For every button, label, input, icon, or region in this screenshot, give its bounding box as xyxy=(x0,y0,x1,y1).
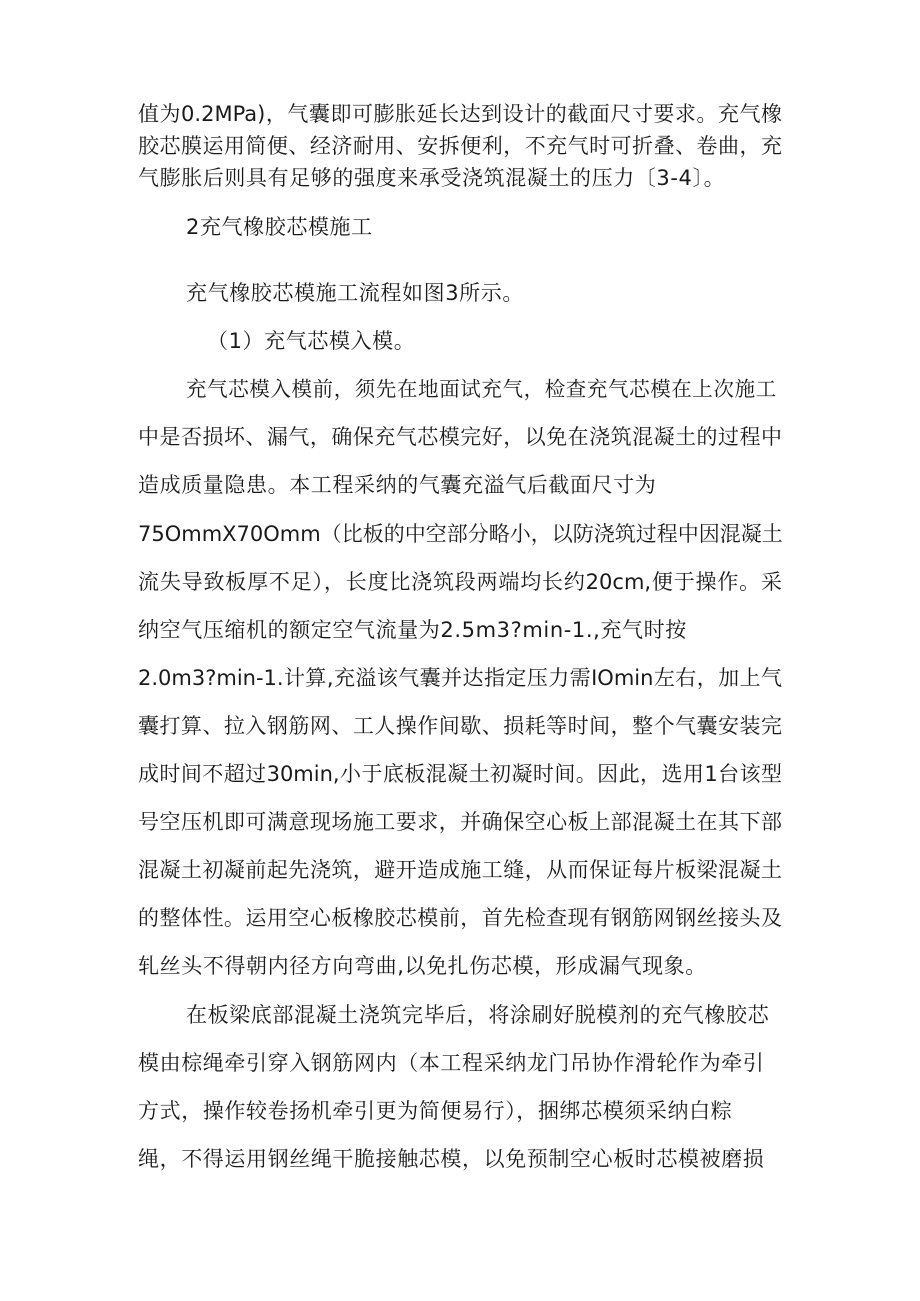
text-line: 胶芯膜运用简便、经济耐用、安拆便利，不充气时可折叠、卷曲，充 xyxy=(138,134,782,158)
text-line: 2.0m3?min-1.计算,充溢该气囊并达指定压力需IOmin左右，加上气 xyxy=(138,666,782,690)
text-line: 充气芯模入模前，须先在地面试充气，检查充气芯模在上次施工 xyxy=(186,377,777,401)
text-line: 75OmmX70Omm（比板的中空部分略小，以防浇筑过程中因混凝土 xyxy=(138,522,783,546)
text-line: 混凝土初凝前起先浇筑，避开造成施工缝，从而保证每片板梁混凝土 xyxy=(138,858,782,882)
text-line: 号空压机即可满意现场施工要求，并确保空心板上部混凝土在其下部 xyxy=(138,810,782,834)
text-line: 中是否损坏、漏气，确保充气芯模完好，以免在浇筑混凝土的过程中 xyxy=(138,425,782,449)
text-line: 气膨胀后则具有足够的强度来承受浇筑混凝土的压力〔3-4〕。 xyxy=(138,166,726,190)
text-line: 造成质量隐患。本工程采纳的气囊充溢气后截面尺寸为 xyxy=(138,473,657,497)
text-line: 值为0.2MPa)，气囊即可膨胀延长达到设计的截面尺寸要求。充气橡 xyxy=(138,102,782,126)
section-heading: 2充气橡胶芯模施工 xyxy=(186,215,373,239)
text-line: 囊打算、拉入钢筋网、工人操作间歇、损耗等时间，整个气囊安装完 xyxy=(138,714,782,738)
text-line: 绳，不得运用钢丝绳干脆接触芯模，以免预制空心板时芯模被磨损 xyxy=(138,1147,765,1171)
text-line: 充气橡胶芯模施工流程如图3所示。 xyxy=(186,281,524,305)
subsection-heading: （1）充气芯模入模。 xyxy=(207,329,416,353)
text-line: 模由棕绳牵引穿入钢筋网内（本工程采纳龙门吊协作滑轮作为牵引 xyxy=(138,1051,765,1075)
text-line: 的整体性。运用空心板橡胶芯模前，首先检查现有钢筋网钢丝接头及 xyxy=(138,906,782,930)
text-line: 在板梁底部混凝土浇筑完毕后，将涂刷好脱模剂的充气橡胶芯 xyxy=(186,1003,770,1027)
text-line: 成时间不超过30min,小于底板混凝土初凝时间。因此，选用1台该型 xyxy=(138,762,782,786)
text-line: 流失导致板厚不足），长度比浇筑段两端均长约20cm,便于操作。采 xyxy=(138,570,782,594)
text-line: 方式，操作较卷扬机牵引更为简便易行），捆绑芯模须采纳白粽 xyxy=(138,1099,733,1123)
text-line: 纳空气压缩机的额定空气流量为2.5m3?min-1.,充气时按 xyxy=(138,618,687,642)
text-line: 轧丝头不得朝内径方向弯曲,以免扎伤芯模，形成漏气现象。 xyxy=(138,954,707,978)
